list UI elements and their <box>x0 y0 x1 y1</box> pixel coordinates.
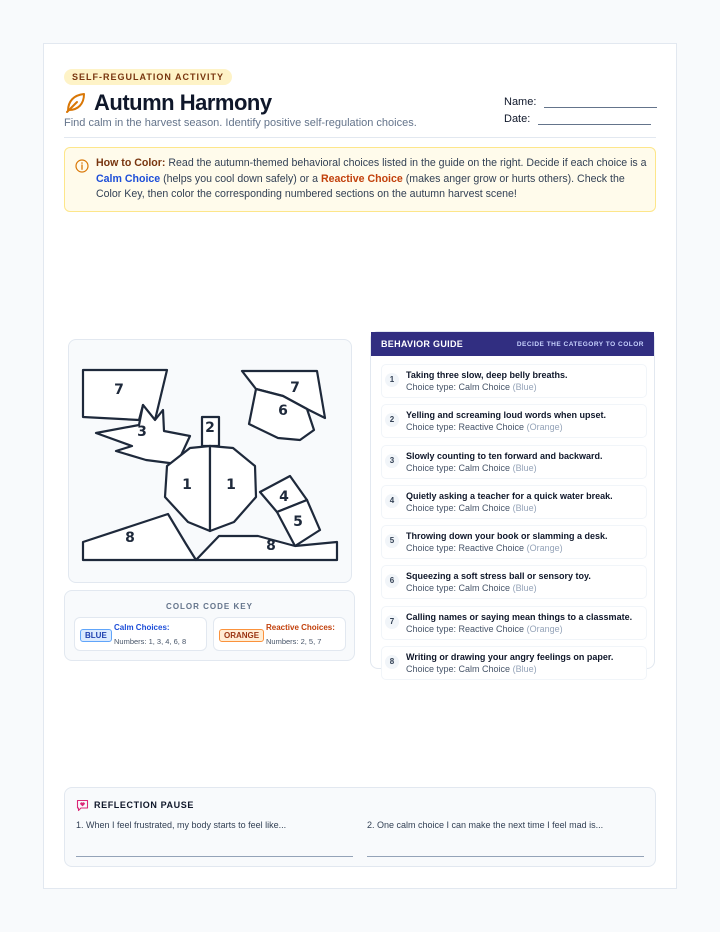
type-prefix: Choice type: <box>406 422 459 433</box>
reactive-key-card <box>213 617 346 651</box>
behavior-item-6 <box>381 565 647 599</box>
header-divider <box>64 137 656 138</box>
instructions-part3: (makes anger grow or hurts others). Check the Color Key, then color the corresponding numbered sections on the autumn harvest scene! <box>96 172 625 200</box>
scene-label-1a: 1 <box>182 477 192 493</box>
behavior-number: 7 <box>385 615 399 629</box>
behavior-type <box>406 503 537 513</box>
type-value: Calm Choice <box>458 583 511 594</box>
behavior-text: Squeezing a soft stress ball or sensory toy. <box>406 571 591 582</box>
scene-label-4: 4 <box>279 489 289 505</box>
type-color: (Blue) <box>512 462 537 473</box>
activity-tag: SELF-REGULATION ACTIVITY <box>64 69 232 85</box>
behavior-guide-title: BEHAVIOR GUIDE <box>381 339 464 349</box>
scene-label-7a: 7 <box>114 382 124 398</box>
type-value: Calm Choice <box>458 502 511 513</box>
behavior-number: 8 <box>385 655 399 669</box>
behavior-number: 6 <box>385 574 399 588</box>
type-prefix: Choice type: <box>406 583 459 594</box>
reactive-key-numbers: Numbers: 2, 5, 7 <box>266 637 322 646</box>
behavior-type <box>406 382 537 392</box>
type-color: (Blue) <box>512 583 537 594</box>
reflection-title: REFLECTION PAUSE <box>94 800 194 810</box>
behavior-type <box>406 543 563 553</box>
behavior-type <box>406 422 563 432</box>
instructions-part1: Read the autumn-themed behavioral choices listed in the guide on the right. Decide if each choice is a <box>165 157 647 169</box>
reflection-question-2: 2. One calm choice I can make the next time I feel mad is... <box>367 820 604 830</box>
instructions-part2: (helps you cool down safely) or a <box>160 172 321 185</box>
type-value: Reactive Choice <box>458 543 525 554</box>
behavior-type <box>406 624 563 634</box>
reflection-pause <box>64 787 656 867</box>
type-value: Calm Choice <box>458 382 511 392</box>
info-icon <box>75 159 89 173</box>
name-input-line[interactable] <box>544 96 657 108</box>
type-prefix: Choice type: <box>406 664 459 675</box>
behavior-guide-header <box>371 332 654 356</box>
instructions-text <box>96 156 648 203</box>
type-value: Reactive Choice <box>458 623 525 634</box>
date-input-line[interactable] <box>538 113 651 125</box>
type-color: (Blue) <box>512 382 537 392</box>
type-color: (Orange) <box>526 543 563 554</box>
instructions-box <box>64 147 656 212</box>
reflection-question-1: 1. When I feel frustrated, my body starts to feel like... <box>76 820 287 830</box>
date-label: Date: <box>504 113 531 125</box>
scene-label-8b: 8 <box>266 538 276 554</box>
behavior-number: 3 <box>385 454 399 468</box>
calm-key-label: Calm Choices: <box>114 623 170 632</box>
page-subtitle: Find calm in the harvest season. Identify positive self-regulation choices. <box>64 117 417 129</box>
behavior-type <box>406 664 537 674</box>
region-7-left[interactable] <box>83 370 167 420</box>
behavior-text: Writing or drawing your angry feelings on paper. <box>406 652 614 663</box>
color-key-title: COLOR CODE KEY <box>166 602 253 611</box>
harvest-scene-drawing <box>69 340 353 584</box>
behavior-list <box>381 364 647 686</box>
behavior-guide <box>370 331 655 675</box>
scene-label-7b: 7 <box>290 380 300 396</box>
scene-label-5: 5 <box>293 514 303 530</box>
type-value: Reactive Choice <box>458 422 525 433</box>
behavior-item-4 <box>381 485 647 519</box>
behavior-type <box>406 463 537 473</box>
behavior-text: Calling names or saying mean things to a classmate. <box>406 611 633 622</box>
type-prefix: Choice type: <box>406 462 459 473</box>
reactive-key-label: Reactive Choices: <box>266 623 335 632</box>
reactive-choice-term: Reactive Choice <box>320 172 403 185</box>
color-code-key <box>64 590 355 661</box>
scene-label-3: 3 <box>137 424 147 440</box>
behavior-item-3 <box>381 445 647 479</box>
behavior-text: Yelling and screaming loud words when upset. <box>406 410 607 421</box>
name-field <box>504 96 657 108</box>
behavior-item-1 <box>381 364 647 398</box>
type-prefix: Choice type: <box>406 502 459 513</box>
behavior-text: Quietly asking a teacher for a quick water break. <box>406 490 613 501</box>
answer-line-2[interactable] <box>367 856 644 857</box>
behavior-number: 1 <box>385 373 399 387</box>
behavior-number: 2 <box>385 413 399 427</box>
coloring-scene <box>68 339 352 583</box>
behavior-item-5 <box>381 525 647 559</box>
scene-label-2: 2 <box>205 420 215 436</box>
type-prefix: Choice type: <box>406 382 459 392</box>
blue-chip: BLUE <box>80 629 112 642</box>
scene-label-6: 6 <box>278 403 288 419</box>
heart-message-icon <box>76 799 89 812</box>
orange-chip: ORANGE <box>219 629 264 642</box>
title-row <box>64 90 272 116</box>
behavior-number: 4 <box>385 494 399 508</box>
page-title: Autumn Harmony <box>94 90 272 115</box>
date-field <box>504 113 651 125</box>
instructions-lead: How to Color: <box>96 157 166 169</box>
type-prefix: Choice type: <box>406 623 459 634</box>
behavior-guide-subtitle: DECIDE THE CATEGORY TO COLOR <box>516 340 644 348</box>
behavior-item-2 <box>381 404 647 438</box>
type-value: Calm Choice <box>458 664 511 675</box>
calm-key-card <box>74 617 207 651</box>
behavior-text: Slowly counting to ten forward and backward. <box>406 450 603 461</box>
scene-label-1b: 1 <box>226 477 236 493</box>
type-color: (Blue) <box>512 664 537 675</box>
name-label: Name: <box>504 96 537 108</box>
behavior-item-8 <box>381 646 647 680</box>
type-prefix: Choice type: <box>406 543 459 554</box>
behavior-number: 5 <box>385 534 399 548</box>
answer-line-1[interactable] <box>76 856 353 857</box>
type-value: Calm Choice <box>458 462 511 473</box>
leaf-icon <box>64 91 88 115</box>
type-color: (Blue) <box>512 502 537 513</box>
scene-label-8a: 8 <box>125 530 135 546</box>
behavior-text: Taking three slow, deep belly breaths. <box>406 370 568 380</box>
calm-key-numbers: Numbers: 1, 3, 4, 6, 8 <box>114 637 187 646</box>
behavior-type <box>406 583 537 593</box>
type-color: (Orange) <box>526 623 563 634</box>
calm-choice-term: Calm Choice <box>96 172 161 185</box>
region-8-left[interactable] <box>83 514 196 560</box>
behavior-text: Throwing down your book or slamming a desk. <box>406 531 608 542</box>
type-color: (Orange) <box>526 422 563 433</box>
behavior-item-7 <box>381 606 647 640</box>
